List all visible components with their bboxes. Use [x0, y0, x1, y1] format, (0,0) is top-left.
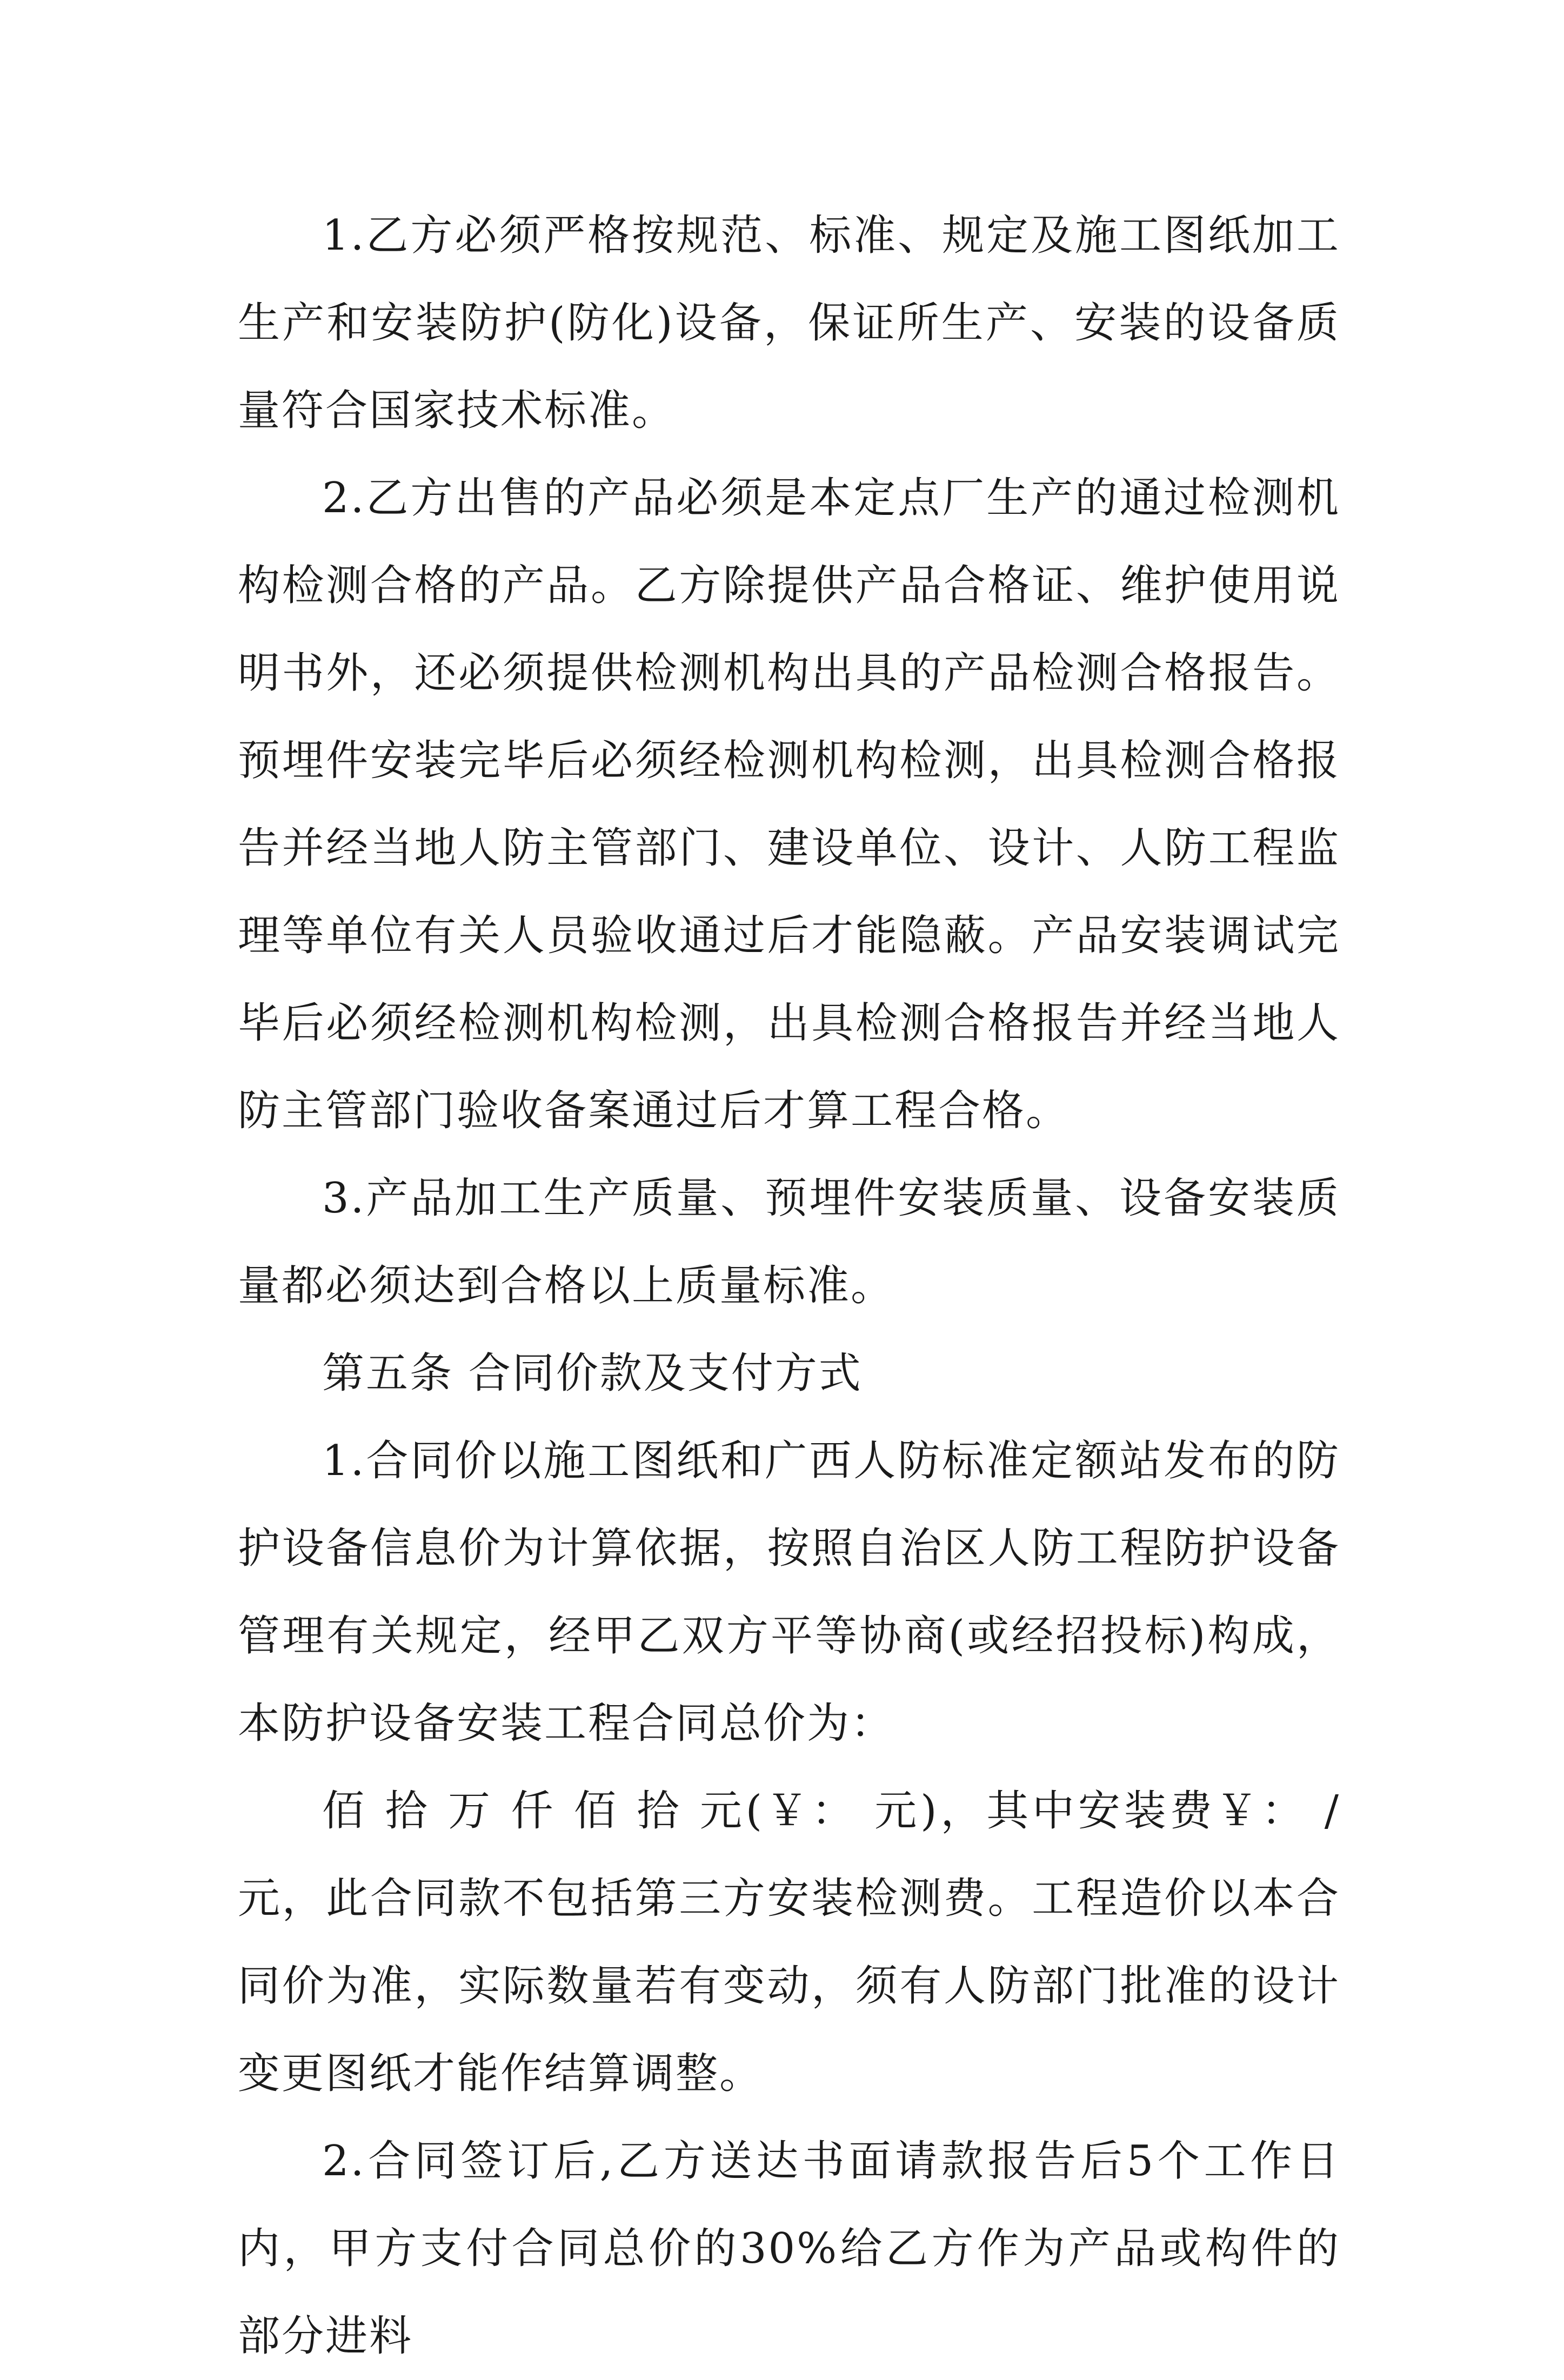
clause-price-amount: 佰 拾 万 仟 佰 拾 元(￥： 元)，其中安装费￥： /元，此合同款不包括第三方安装检测费。工程造价以本合同价为准，实际数量若有变动，须有人防部门批准的设计变更图纸才能作结算调整。	[238, 1787, 1340, 2098]
clause-contract-price: 1.合同价以施工图纸和广西人防标准定额站发布的防护设备信息价为计算依据，按照自治区人防工程防护设备管理有关规定，经甲乙双方平等协商(或经招投标)构成，本防护设备安装工程合同总价为：	[238, 1437, 1340, 1748]
clause-payment: 2.合同签订后,乙方送达书面请款报告后5个工作日内，甲方支付合同总价的30%给乙方作为产品或构件的部分进料	[238, 2137, 1340, 2361]
article-heading: 第五条 合同价款及支付方式	[322, 1349, 863, 1398]
clause-quality-level: 3.产品加工生产质量、预埋件安装质量、设备安装质量都必须达到合格以上质量标准。	[238, 1174, 1340, 1310]
clause-quality-standard: 1.乙方必须严格按规范、标准、规定及施工图纸加工生产和安装防护(防化)设备，保证所生产、安装的设备质量符合国家技术标准。	[238, 211, 1340, 435]
clause-product-inspection: 2.乙方出售的产品必须是本定点厂生产的通过检测机构检测合格的产品。乙方除提供产品合格证、维护使用说明书外，还必须提供检测机构出具的产品检测合格报告。预埋件安装完毕后必须经检测机构检测，出具检测合格报告并经当地人防主管部门、建设单位、设计、人防工程监理等单位有关人员验收通过后才能隐蔽。产品安装调试完毕后必须经检测机构检测，出具检测合格报告并经当地人防主管部门验收备案通过后才算工程合格。	[238, 474, 1340, 1135]
document-body	[238, 192, 1340, 2380]
